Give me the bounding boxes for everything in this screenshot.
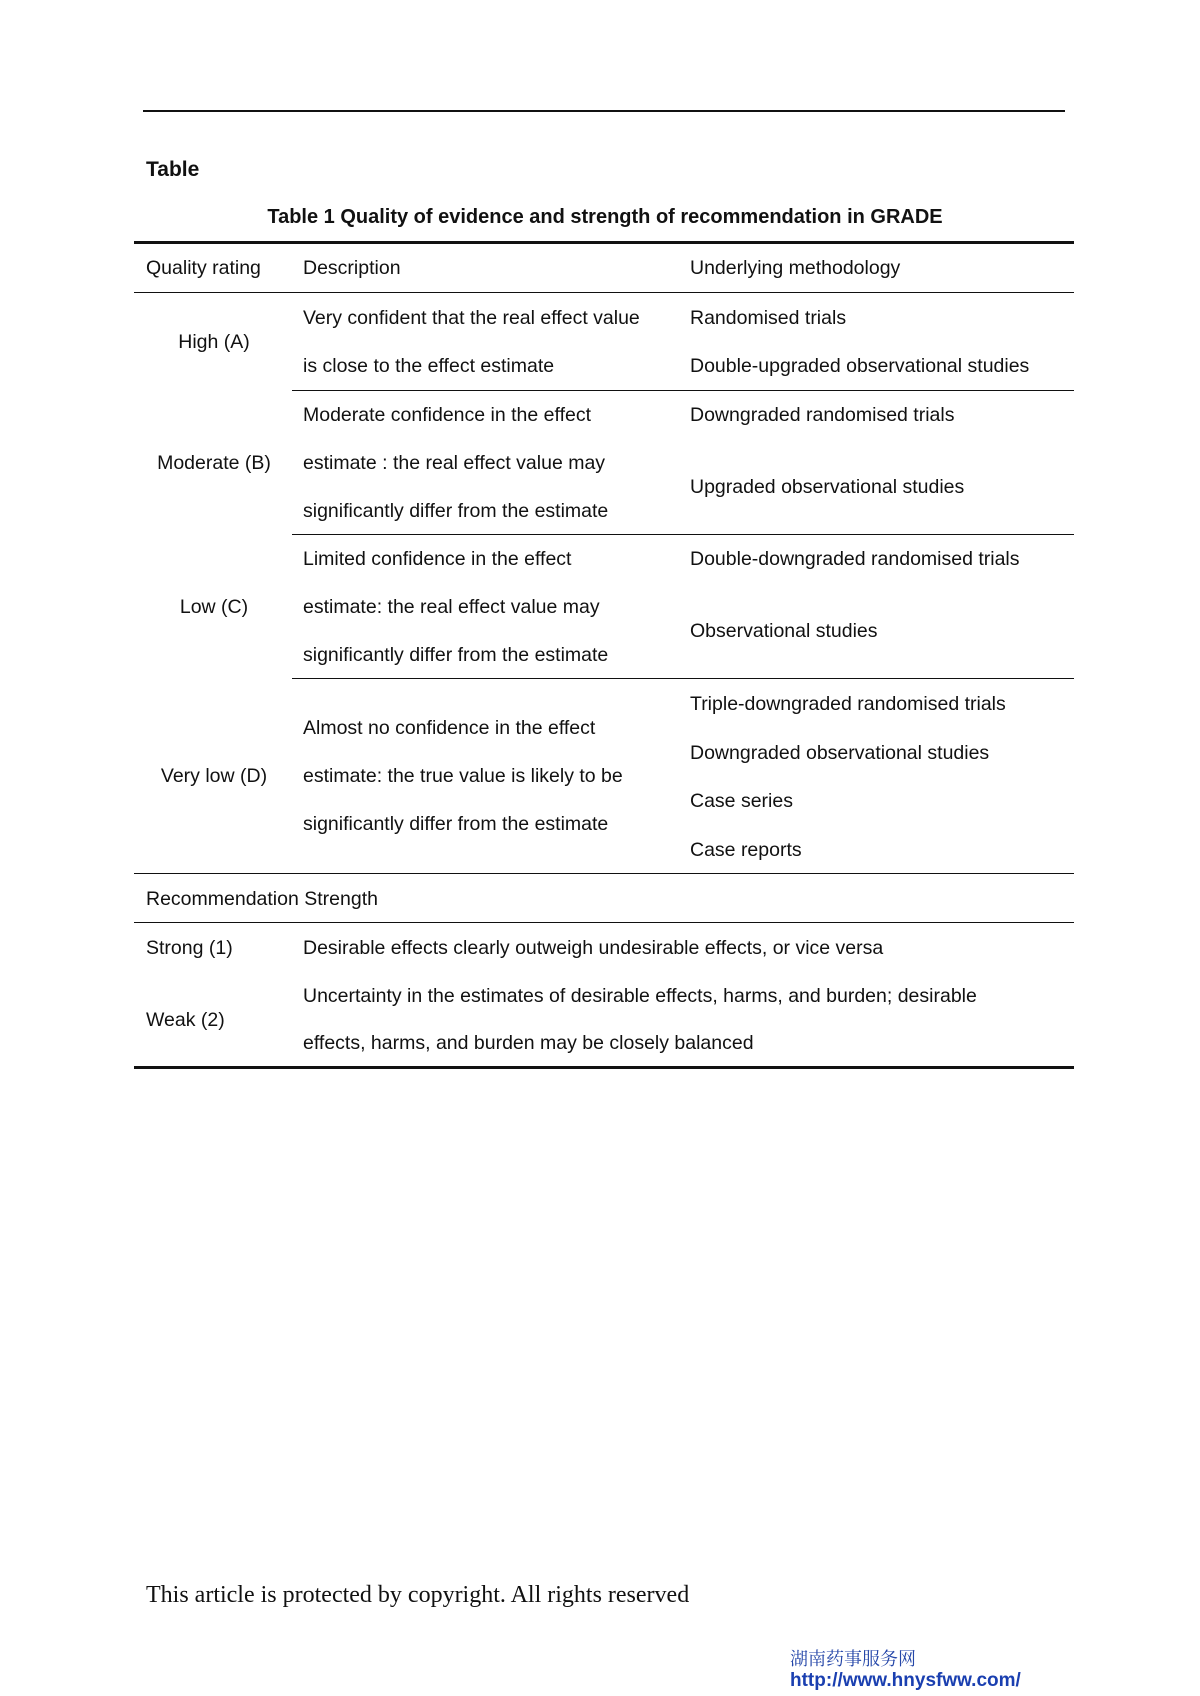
description-line: significantly differ from the estimate — [303, 813, 609, 835]
strength-description: effects, harms, and burden may be closely balanced — [303, 1032, 754, 1054]
strength-description: Desirable effects clearly outweigh undesirable effects, or vice versa — [303, 937, 884, 959]
rating-low: Low (C) — [179, 596, 249, 618]
methodology-item: Downgraded randomised trials — [690, 404, 955, 426]
description-line: estimate : the real effect value may — [303, 452, 606, 474]
watermark-url[interactable]: http://www.hnysfww.com/ — [790, 1670, 1021, 1691]
section-label: Table — [146, 158, 200, 181]
methodology-item: Randomised trials — [690, 307, 847, 329]
table-bottom-rule — [134, 1066, 1074, 1069]
description-line: Almost no confidence in the effect — [303, 717, 596, 739]
description-line: Very confident that the real effect value — [303, 307, 640, 329]
quality-bottom-rule — [134, 873, 1074, 874]
strength-description: Uncertainty in the estimates of desirable effects, harms, and burden; desirable — [303, 985, 977, 1007]
rating-very-low: Very low (D) — [160, 765, 268, 787]
rating-moderate: Moderate (B) — [157, 452, 271, 474]
methodology-item: Case reports — [690, 839, 802, 861]
top-rule — [143, 110, 1065, 112]
description-line: estimate: the real effect value may — [303, 596, 600, 618]
description-line: estimate: the true value is likely to be — [303, 765, 623, 787]
methodology-item: Triple-downgraded randomised trials — [690, 693, 1006, 715]
header-description: Description — [303, 257, 401, 279]
description-line: significantly differ from the estimate — [303, 500, 609, 522]
table-caption: Table 1 Quality of evidence and strength of recommendation in GRADE — [267, 206, 943, 228]
rating-high: High (A) — [178, 331, 250, 353]
strength-strong: Strong (1) — [146, 937, 233, 959]
methodology-item: Double-downgraded randomised trials — [690, 548, 1020, 570]
table-top-rule — [134, 241, 1074, 244]
methodology-item: Upgraded observational studies — [690, 476, 965, 498]
row-divider-low — [292, 678, 1074, 679]
strength-weak: Weak (2) — [146, 1009, 225, 1031]
header-quality-rating: Quality rating — [146, 257, 261, 279]
header-underlying-methodology: Underlying methodology — [690, 257, 901, 279]
row-divider-moderate — [292, 534, 1074, 535]
copyright-footer: This article is protected by copyright. All rights reserved — [146, 1582, 690, 1608]
row-divider-high — [292, 390, 1074, 391]
recommendation-header: Recommendation Strength — [146, 888, 378, 910]
methodology-item: Observational studies — [690, 620, 878, 642]
watermark-chinese: 湖南药事服务网 — [790, 1649, 916, 1670]
description-line: significantly differ from the estimate — [303, 644, 609, 666]
methodology-item: Case series — [690, 790, 793, 812]
methodology-item: Downgraded observational studies — [690, 742, 990, 764]
description-line: Limited confidence in the effect — [303, 548, 572, 570]
recommendation-header-rule — [134, 922, 1074, 923]
methodology-item: Double-upgraded observational studies — [690, 355, 1030, 377]
description-line: is close to the effect estimate — [303, 355, 555, 377]
description-line: Moderate confidence in the effect — [303, 404, 591, 426]
header-bottom-rule — [134, 292, 1074, 293]
